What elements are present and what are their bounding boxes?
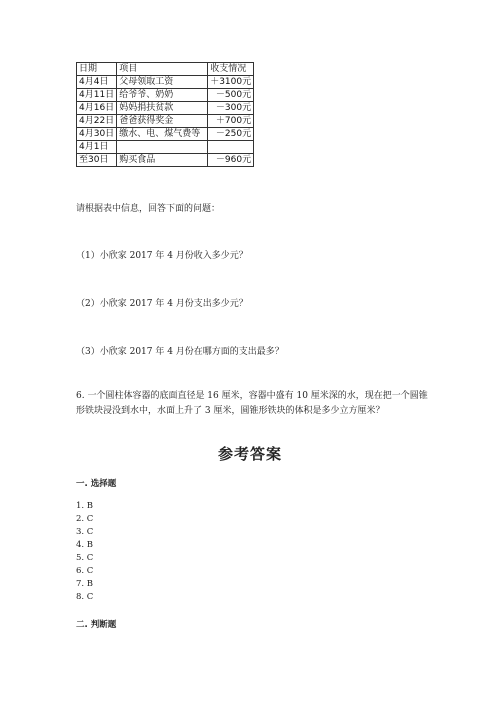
cell-item: 给爷爷、奶奶 (117, 89, 208, 102)
question-3: （3）小欣家 2017 年 4 月份在哪方面的支出最多？ (76, 347, 284, 357)
answer-key-title: 参考答案 (217, 445, 282, 463)
table-row (77, 102, 254, 115)
answer-list (76, 500, 93, 604)
table-row (77, 89, 254, 102)
income-expense-table (76, 62, 254, 167)
cell-date: 4月22日 (77, 115, 117, 128)
cell-amount (208, 141, 254, 154)
cell-date: 4月30日 (77, 128, 117, 141)
cell-item: 妈妈捐扶贫款 (117, 102, 208, 115)
cell-amount: ＋700元 (208, 115, 254, 128)
question-1: （1）小欣家 2017 年 4 月份收入多少元？ (76, 251, 248, 261)
table-row (77, 141, 254, 154)
table-row (77, 154, 254, 167)
cell-amount: －300元 (208, 102, 254, 115)
question-prompt: 请根据表中信息，回答下面的问题： (76, 204, 221, 214)
section-multiple-choice-title: 一. 选择题 (76, 479, 117, 489)
cell-amount: －960元 (208, 154, 254, 167)
table-header-row (77, 63, 254, 76)
cell-date: 4月4日 (77, 76, 117, 89)
header-amount: 收支情况 (208, 63, 254, 76)
cell-amount: －250元 (208, 128, 254, 141)
answer-item: 3. C (76, 527, 94, 537)
section-true-false-title: 二. 判断题 (76, 620, 117, 630)
answer-item: 6. C (76, 566, 94, 576)
cell-amount: －500元 (208, 89, 254, 102)
header-date: 日期 (77, 63, 117, 76)
cell-item (117, 141, 208, 154)
table-row (77, 115, 254, 128)
cell-date: 4月16日 (77, 102, 117, 115)
cell-amount: ＋3100元 (208, 76, 254, 89)
cell-item: 缴水、电、煤气费等 (117, 128, 208, 141)
cell-item: 爸爸获得奖金 (117, 115, 208, 128)
table-body (77, 63, 254, 167)
answer-item: 2. C (76, 514, 94, 524)
answer-item: 1. B (76, 501, 94, 511)
problem-6: 6. 一个圆柱体容器的底面直径是 16 厘米，容器中盛有 10 厘米深的水，现在把一个圆锥形铁块浸没到水中，水面上升了 3 厘米，圆锥形铁块的体积是多少立方厘米？ (76, 391, 428, 416)
table-row (77, 76, 254, 89)
table-row (77, 128, 254, 141)
answer-item: 7. B (76, 579, 94, 589)
answer-item: 5. C (76, 553, 94, 563)
cell-date: 4月11日 (77, 89, 117, 102)
cell-date: 至30日 (77, 154, 117, 167)
cell-item: 购买食品 (117, 154, 208, 167)
cell-date: 4月1日 (77, 141, 117, 154)
header-item: 项目 (117, 63, 208, 76)
cell-item: 父母领取工资 (117, 76, 208, 89)
question-2: （2）小欣家 2017 年 4 月份支出多少元？ (76, 299, 248, 309)
answer-item: 8. C (76, 592, 94, 602)
answer-item: 4. B (76, 540, 94, 550)
